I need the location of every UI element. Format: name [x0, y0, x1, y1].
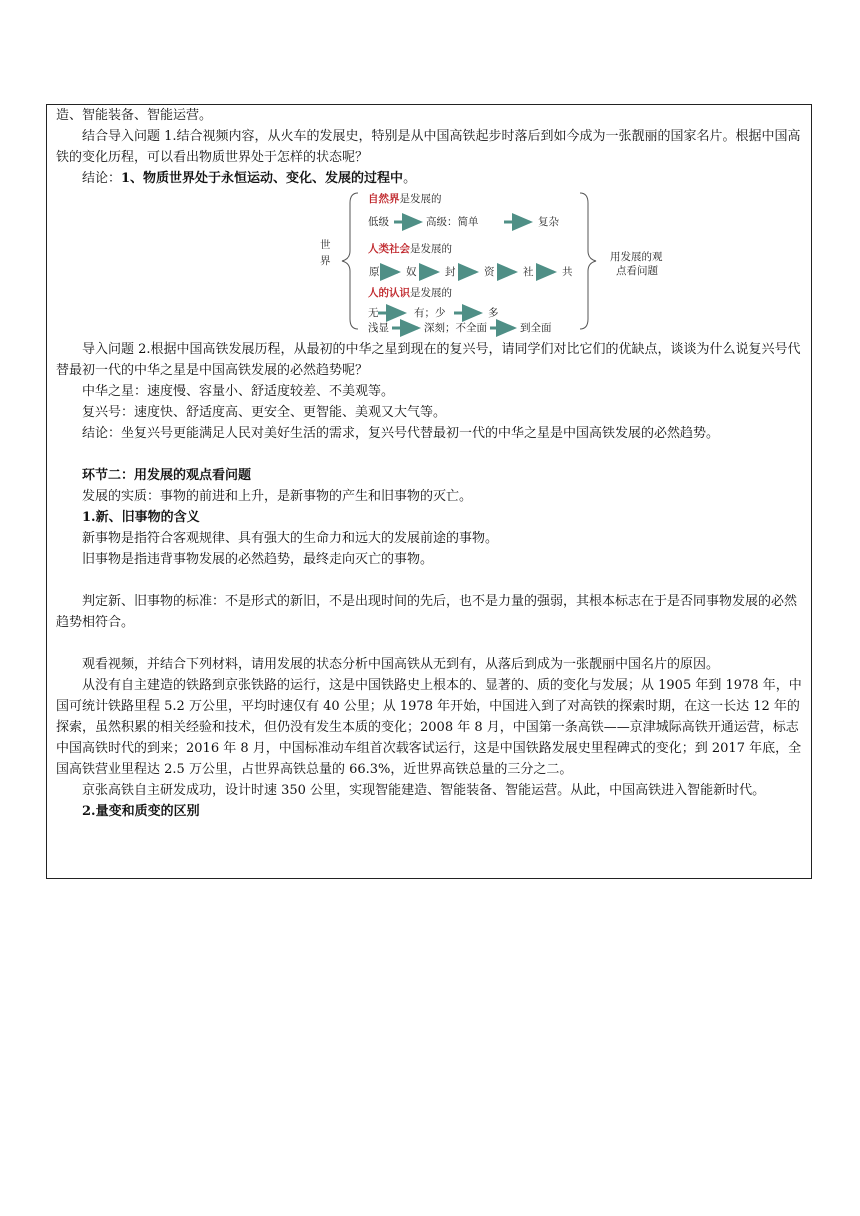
- nature-heading: [368, 193, 442, 206]
- question-1-paragraph: 结合导入问题 1.结合视频内容，从火车的发展史，特别是从中国高铁起步时落后到如今成为一张靓丽的国家名片。根据中国高铁的变化历程，可以看出物质世界处于怎样的状态呢？: [56, 129, 801, 165]
- conclusion-bold: 1、物质世界处于永恒运动、变化、发展的过程中: [121, 171, 404, 186]
- standard-paragraph: 判定新、旧事物的标准：不是形式的新旧，不是出现时间的先后，也不是力量的强弱，其根本标志在于是否同事物发展的必然趋势相符合。: [56, 594, 798, 630]
- conclusion-2: 结论：坐复兴号更能满足人民对美好生活的需求，复兴号代替最初一代的中华之星是中国高铁发展的必然趋势。: [82, 426, 720, 441]
- cognition-full: 到全面: [520, 322, 552, 334]
- section-2-title: 环节二：用发展的观点看问题: [82, 468, 252, 483]
- nature-complex: 复杂: [538, 216, 559, 228]
- cognition-have: 有；少: [414, 307, 446, 319]
- video-paragraph: 观看视频，并结合下列材料，请用发展的状态分析中国高铁从无到有，从落后到成为一张靓丽中国名片的原因。: [82, 657, 720, 672]
- conclusion-label: 结论：: [82, 171, 122, 186]
- spacer: [56, 633, 803, 654]
- society-stage: 奴: [406, 266, 417, 278]
- cognition-deep: 深刻；不全面: [424, 322, 487, 334]
- society-heading: [368, 243, 452, 256]
- society-stage: 资: [484, 266, 495, 278]
- society-title: 人类社会: [368, 243, 410, 255]
- cognition-more: 多: [488, 307, 499, 319]
- question-2-paragraph: 导入问题 2.根据中国高铁发展历程，从最初的中华之星到现在的复兴号，请同学们对比它们的优缺点，谈谈为什么说复兴号代替最初一代的中华之星是中国高铁发展的必然趋势呢？: [56, 342, 801, 378]
- development-diagram: [258, 189, 663, 339]
- jingzhang-paragraph: 京张高铁自主研发成功，设计时速 350 公里，实现智能建造、智能装备、智能运营。从此，中国高铁进入智能新时代。: [82, 783, 766, 798]
- society-stage: 封: [445, 266, 456, 278]
- nature-suffix: 是发展的: [399, 193, 442, 205]
- cognition-suffix: 是发展的: [410, 287, 452, 299]
- nature-title: 自然界: [368, 193, 400, 205]
- cognition-title: 人的认识: [368, 287, 410, 299]
- heading-new-old: 1.新、旧事物的含义: [82, 510, 200, 525]
- zhonghua-paragraph: 中华之星：速度慢、容量小、舒适度较差、不美观等。: [82, 384, 395, 399]
- society-stage: 共: [562, 266, 573, 278]
- new-things-paragraph: 新事物是指符合客观规律、具有强大的生命力和远大的发展前途的事物。: [82, 531, 499, 546]
- lesson-content: [47, 105, 811, 822]
- society-stage: 社: [523, 266, 534, 278]
- society-stage: 原: [369, 266, 380, 278]
- lesson-table-cell: [46, 104, 812, 879]
- essence-paragraph: 发展的实质：事物的前进和上升，是新事物的产生和旧事物的灭亡。: [82, 489, 473, 504]
- cognition-heading: [368, 287, 452, 300]
- society-suffix: 是发展的: [410, 243, 452, 255]
- cognition-shallow: 浅显: [368, 322, 389, 334]
- conclusion-1: [56, 168, 803, 189]
- right-label-line1: 用发展的观: [610, 251, 663, 263]
- cognition-none: 无: [368, 307, 379, 319]
- old-things-paragraph: 旧事物是指违背事物发展的必然趋势，最终走向灭亡的事物。: [82, 552, 434, 567]
- right-label-line2: 点看问题: [616, 265, 658, 277]
- heading-quantity-quality: 2.量变和质变的区别: [82, 804, 200, 819]
- text-line: 造、智能装备、智能运营。: [56, 108, 213, 123]
- conclusion-end: 。: [403, 171, 417, 186]
- diagram-lines: [258, 189, 638, 339]
- nature-low: 低级: [368, 216, 389, 228]
- spacer: [56, 444, 803, 465]
- spacer: [56, 570, 803, 591]
- history-paragraph: 从没有自主建造的铁路到京张铁路的运行，这是中国铁路史上根本的、显著的、质的变化与发展；从 1905 年到 1978 年，中国可统计铁路里程 5.2 万公里，平均时速仅有 40 公里；从 1978 年开始，中国进入到了对高铁的探索时期，在这一长达 12 年的探索，虽然积累的相关经验和技术，但仍没有发生本质的变化；2008 年 8 月，中国第一条高铁——京津城际高铁开通运营，标志中国高铁时代的到来；2016 年 8 月，中国标准动车组首次载客试运行，这是中国铁路发展史里程碑式的变化；到 2017 年底，全国高铁营业里程达 2.5 万公里，占世界高铁总量的 66.3%，近世界高铁总量的三分之二。: [56, 678, 802, 777]
- fuxing-paragraph: 复兴号：速度快、舒适度高、更安全、更智能、美观又大气等。: [82, 405, 447, 420]
- nature-high: 高级：简单: [426, 216, 479, 228]
- world-label: 世界: [320, 239, 331, 267]
